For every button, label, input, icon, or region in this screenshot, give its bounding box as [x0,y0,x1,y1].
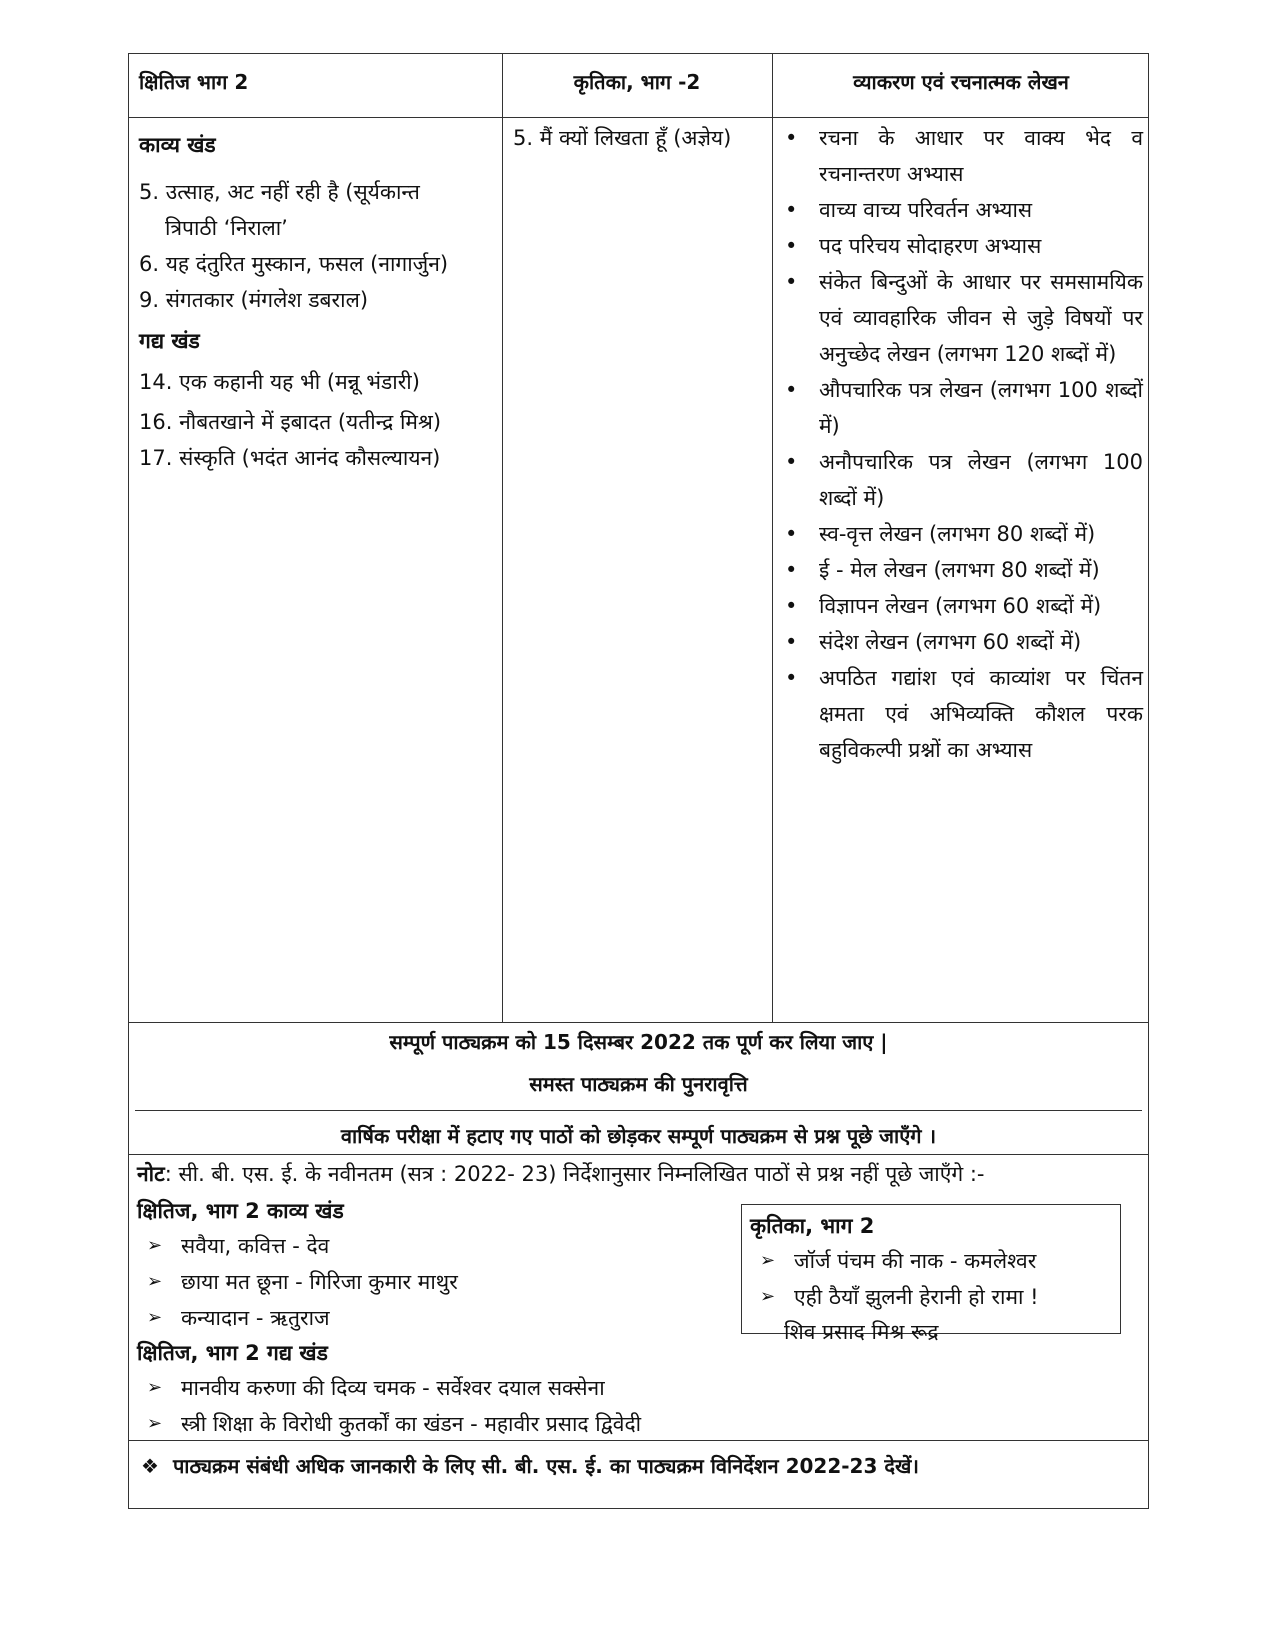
kritika-cell [513,118,771,156]
list-item: 14. एक कहानी यह भी (मन्नू भंडारी) [139,370,420,394]
list-item: 6. यह दंतुरित मुस्कान, फसल (नागार्जुन) [139,252,449,276]
note-label: नोट [137,1162,165,1186]
list-item: • रचना के आधार पर वाक्य भेद व रचनान्तरण अभ्यास [779,120,1143,192]
list-item: ➢ एही ठैयाँ झुलनी हेरानी हो रामा ! [750,1279,1112,1315]
gadya-khand-title: गद्य खंड [139,329,200,353]
vyakaran-cell [779,118,1143,768]
annual-exam-note: वार्षिक परीक्षा में हटाए गए पाठों को छोड़कर सम्पूर्ण पाठ्यक्रम से प्रश्न पूछे जाएँगे । [340,1124,937,1148]
columns-area [129,54,1148,1022]
row-divider [129,1440,1148,1441]
list-item: 17. संस्कृति (भदंत आनंद कौसल्यायन) [139,446,441,470]
list-item-continued: त्रिपाठी ‘निराला’ [165,216,288,240]
list-item: • अपठित गद्यांश एवं काव्यांश पर चिंतन क्षमता एवं अभिव्यक्ति कौशल परक बहुविकल्पी प्रश्नों का अभ्यास [779,660,1143,768]
list-item: • वाच्य वाच्य परिवर्तन अभ्यास [779,192,1143,228]
list-item: 5. उत्साह, अट नहीं रही है (सूर्यकान्त [139,180,420,204]
list-item: 9. संगतकार (मंगलेश डबराल) [139,288,369,312]
header-kritika: कृतिका, भाग -2 [573,70,701,94]
removed-kritika-list [750,1243,1112,1315]
header-vyakaran: व्याकरण एवं रचनात्मक लेखन [853,70,1069,94]
list-item: ➢ स्त्री शिक्षा के विरोधी कुतर्कों का खंडन - महावीर प्रसाद द्विवेदी [137,1406,707,1442]
syllabus-table [128,53,1149,1509]
list-item: ➢ छाया मत छूना - गिरिजा कुमार माथुर [137,1264,707,1300]
list-item: 5. मैं क्यों लिखता हूँ (अज्ञेय) [513,126,732,150]
vyakaran-list [779,120,1143,768]
kshitij-cell [139,118,501,476]
list-item: ➢ कन्यादान - ऋतुराज [137,1300,707,1336]
kritika-item-author: शिव प्रसाद मिश्र रूद्र [784,1320,939,1344]
removed-kavya-list [137,1228,707,1336]
kavya-khand-title: काव्य खंड [139,133,216,157]
column-divider [772,54,773,1022]
row-divider [129,1022,1148,1023]
note-text: : सी. बी. एस. ई. के नवीनतम (सत्र : 2022- 23) निर्देशानुसार निम्नलिखित पाठों से प्रश्न नहीं पूछे जाएँगे :- [164,1162,985,1186]
thin-divider [135,1110,1142,1111]
list-item: • संकेत बिन्दुओं के आधार पर समसामयिक एवं व्यावहारिक जीवन से जुड़े विषयों पर अनुच्छेद लेखन (लगभग 120 शब्दों में) [779,264,1143,372]
removed-kshitij [137,1194,707,1442]
removed-kritika-box [741,1204,1121,1344]
list-item: • ई - मेल लेखन (लगभग 80 शब्दों में) [779,552,1143,588]
removed-kavya-title: क्षितिज, भाग 2 काव्य खंड [137,1199,344,1223]
completion-note: सम्पूर्ण पाठ्यक्रम को 15 दिसम्बर 2022 तक पूर्ण कर लिया जाए | [389,1030,888,1054]
list-item: • विज्ञापन लेखन (लगभग 60 शब्दों में) [779,588,1143,624]
list-item: • औपचारिक पत्र लेखन (लगभग 100 शब्दों में) [779,372,1143,444]
list-item: ➢ मानवीय करुणा की दिव्य चमक - सर्वेश्वर दयाल सक्सेना [137,1370,707,1406]
list-item: ➢ जॉर्ज पंचम की नाक - कमलेश्वर [750,1243,1112,1279]
row-divider [129,1154,1148,1155]
removed-gadya-title: क्षितिज, भाग 2 गद्य खंड [137,1341,328,1365]
list-item: 16. नौबतखाने में इबादत (यतीन्द्र मिश्र) [139,410,442,434]
diamond-icon: ❖ [141,1454,159,1478]
removed-gadya-list [137,1370,707,1442]
list-item: • अनौपचारिक पत्र लेखन (लगभग 100 शब्दों में) [779,444,1143,516]
list-item: • संदेश लेखन (लगभग 60 शब्दों में) [779,624,1143,660]
removed-kritika-title: कृतिका, भाग 2 [750,1214,875,1238]
list-item: • पद परिचय सोदाहरण अभ्यास [779,228,1143,264]
header-kshitij: क्षितिज भाग 2 [139,70,249,94]
list-item: • स्व-वृत्त लेखन (लगभग 80 शब्दों में) [779,516,1143,552]
list-item: ➢ सवैया, कवित्त - देव [137,1228,707,1264]
column-divider [502,54,503,1022]
revision-note: समस्त पाठ्यक्रम की पुनरावृत्ति [529,1072,748,1096]
footer-note: ❖ पाठ्यक्रम संबंधी अधिक जानकारी के लिए सी. बी. एस. ई. का पाठ्यक्रम विनिर्देशन 2022-23 देखें। [141,1454,919,1478]
cbse-note [137,1158,1140,1190]
